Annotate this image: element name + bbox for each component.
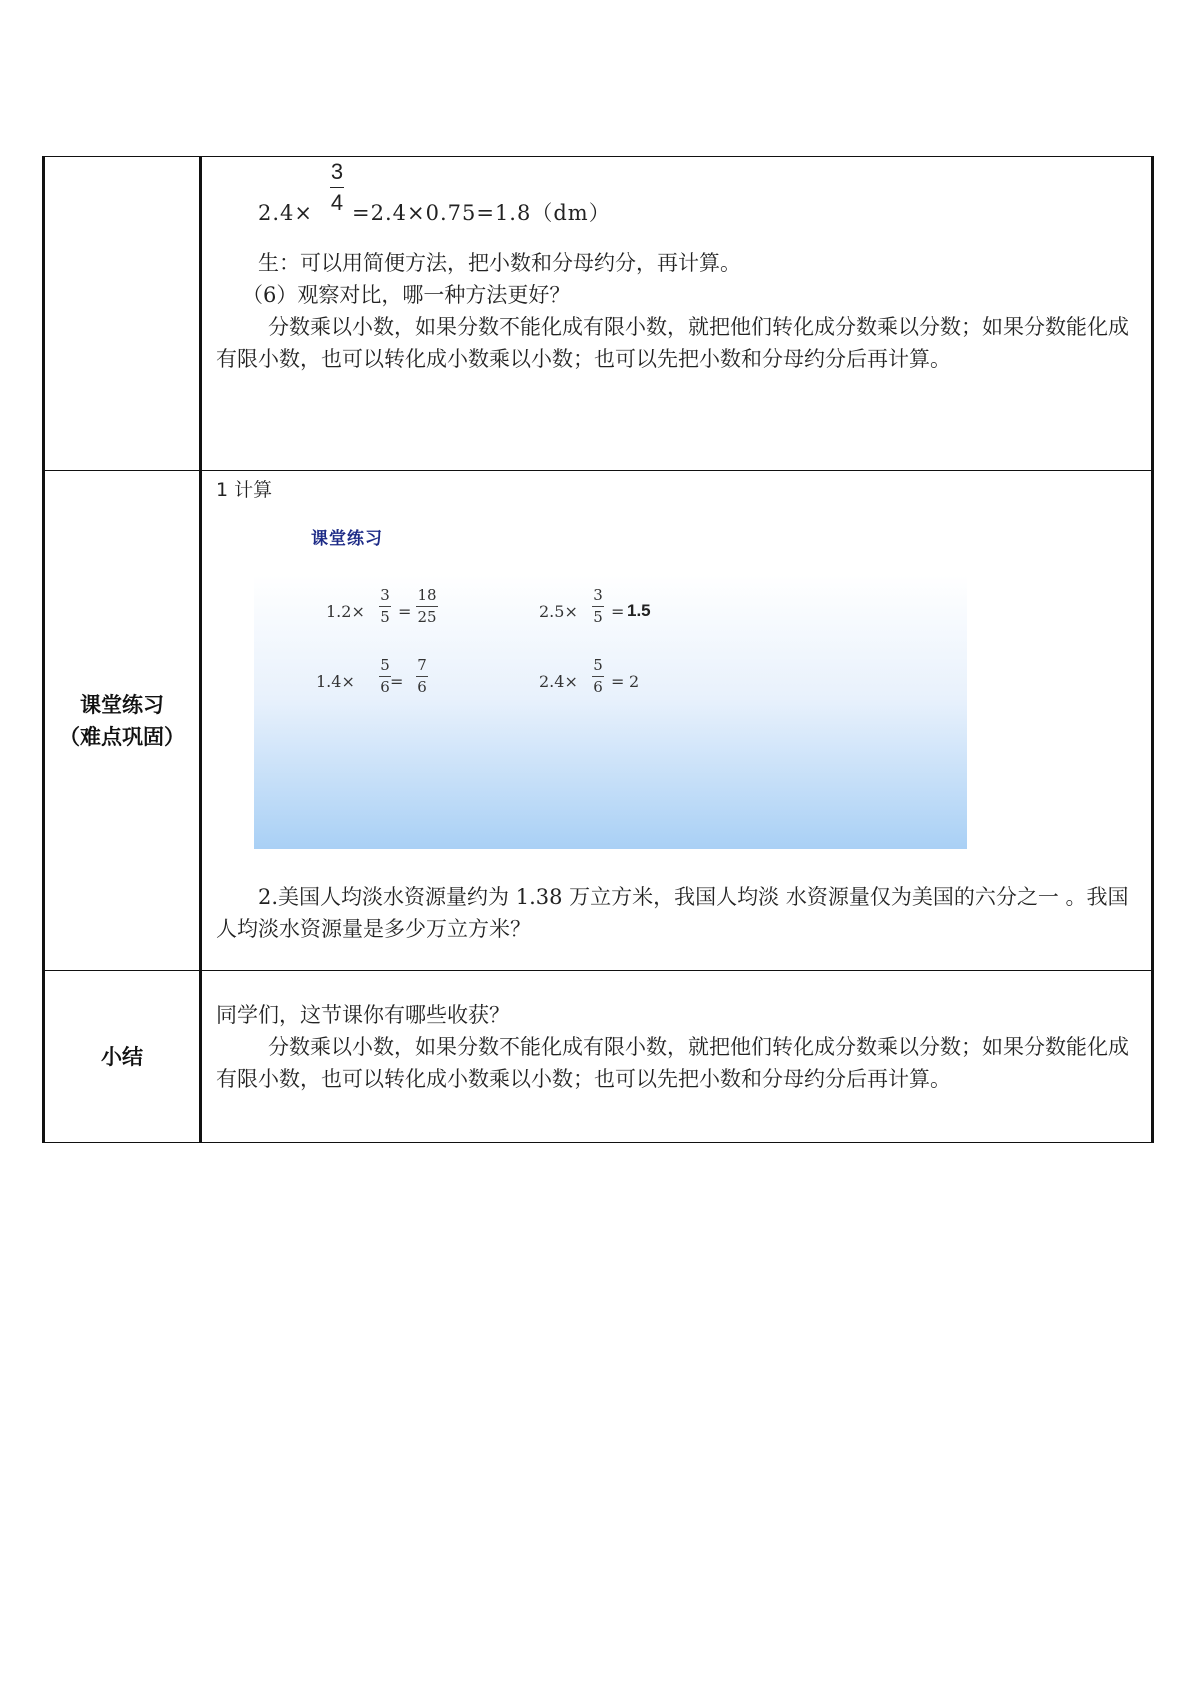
exercise-fraction (378, 585, 392, 627)
formula-fraction (327, 159, 347, 216)
equals-sign: = (611, 602, 625, 621)
denominator: 6 (417, 678, 427, 696)
answer-fraction (414, 585, 440, 627)
formula-rest: =2.4×0.75=1.8（dm） (352, 201, 611, 225)
answer-value: 2 (629, 672, 640, 691)
exercise-left: 1.4× (316, 672, 355, 691)
content-cell (201, 471, 1153, 971)
exercise-left: 2.4× (539, 672, 578, 691)
fraction-bar (416, 676, 428, 677)
equals-sign: = (390, 672, 404, 691)
denominator: 6 (380, 678, 390, 696)
answer-fraction (414, 655, 430, 697)
fraction-bar (416, 606, 438, 607)
denominator: 5 (380, 608, 390, 626)
numerator: 7 (417, 656, 427, 674)
exercise-fraction (591, 655, 605, 697)
slide-title: 课堂练习 (311, 529, 383, 549)
numerator: 5 (380, 656, 390, 674)
numerator: 5 (593, 656, 603, 674)
denominator: 25 (417, 608, 437, 626)
word-problem-2: 2.美国人均淡水资源量约为 1.38 万立方米，我国人均淡 水资源量仅为美国的六分之一 。我国人均淡水资源量是多少万立方米？ (216, 885, 1129, 941)
content-cell (201, 157, 1153, 471)
row-label-summary (44, 971, 201, 1143)
table-row (44, 471, 1153, 971)
fraction-denominator: 4 (330, 190, 344, 215)
content-cell (201, 971, 1153, 1143)
practice-title: 1 计算 (216, 479, 273, 501)
exercise-left: 1.2× (326, 602, 365, 621)
formula-line (216, 157, 1137, 235)
label-line-1: 小结 (101, 1044, 143, 1069)
fraction-bar (379, 606, 391, 607)
denominator: 5 (593, 608, 603, 626)
summary-question: 同学们，这节课你有哪些收获？ (216, 1003, 510, 1027)
equals-sign: = (398, 602, 412, 621)
label-line-1: 课堂练习 (80, 692, 164, 717)
label-line-2: （难点巩固） (59, 724, 185, 749)
lesson-table (42, 156, 1154, 1143)
numerator: 3 (593, 586, 603, 604)
equals-sign: = (611, 672, 625, 691)
denominator: 6 (593, 678, 603, 696)
exercise-fraction (591, 585, 605, 627)
practice-slide-image (254, 515, 967, 849)
fraction-bar (330, 187, 344, 188)
formula-whole: 2.4× (258, 201, 313, 225)
answer-value: 1.5 (627, 601, 651, 620)
paragraph-student: 生：可以用简便方法，把小数和分母约分，再计算。 (258, 251, 741, 275)
summary-conclusion: 分数乘以小数，如果分数不能化成有限小数，就把他们转化成分数乘以分数；如果分数能化成有限小数，也可以转化成小数乘以小数；也可以先把小数和分母约分后再计算。 (216, 1035, 1129, 1091)
paragraph-question-6: （6）观察对比，哪一种方法更好？ (242, 283, 571, 307)
row-label-empty (44, 157, 201, 471)
fraction-numerator: 3 (330, 159, 344, 184)
fraction-bar (592, 606, 604, 607)
numerator: 18 (417, 586, 437, 604)
table-row (44, 971, 1153, 1143)
paragraph-conclusion: 分数乘以小数，如果分数不能化成有限小数，就把他们转化成分数乘以分数；如果分数能化成有限小数，也可以转化成小数乘以小数；也可以先把小数和分母约分后再计算。 (216, 315, 1129, 371)
exercise-left: 2.5× (539, 602, 578, 621)
fraction-bar (592, 676, 604, 677)
table-row (44, 157, 1153, 471)
numerator: 3 (380, 586, 390, 604)
row-label-practice (44, 471, 201, 971)
